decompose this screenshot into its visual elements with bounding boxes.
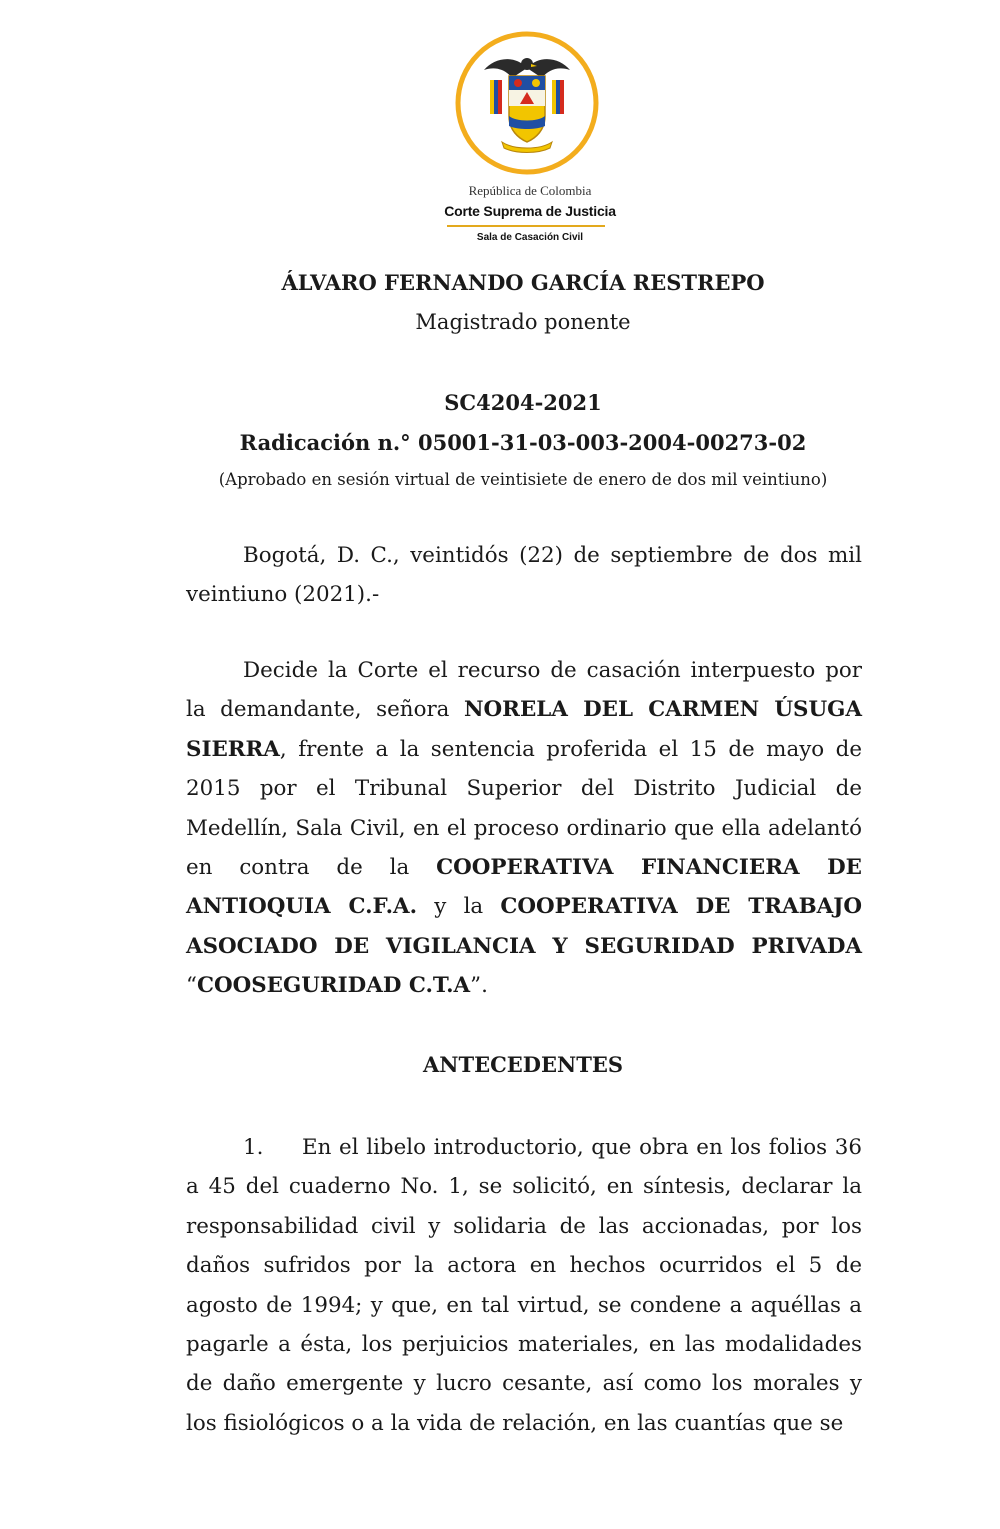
date-paragraph: Bogotá, D. C., veintidós (22) de septiembre de dos mil veintiuno (2021).- xyxy=(186,543,862,608)
item-number: 1. xyxy=(243,1135,264,1160)
defendant-2-short-name: COOSEGURIDAD C.T.A xyxy=(196,973,471,999)
magistrate-role: Magistrado ponente xyxy=(415,310,631,334)
defendant-2-name: COOPERATIVA DE TRABAJO ASOCIADO DE VIGILANCIA Y SEGURIDAD PRIVADA xyxy=(186,894,862,959)
approval-note: (Aprobado en sesión virtual de veintisiete de enero de dos mil veintiuno) xyxy=(218,470,828,489)
colombia-coat-of-arms-seal xyxy=(454,30,600,176)
decision-text-3: y la xyxy=(417,894,501,920)
antecedent-item-1 xyxy=(186,1128,862,1443)
institution-chamber: Sala de Casación Civil xyxy=(476,232,584,243)
magistrate-name: ÁLVARO FERNANDO GARCÍA RESTREPO xyxy=(281,270,765,295)
plaintiff-name: NORELA DEL CARMEN ÚSUGA SIERRA xyxy=(186,697,862,762)
item-text: En el libelo introductorio, que obra en los folios 36 a 45 del cuaderno No. 1, se solicitó, en síntesis, declarar la responsabilidad civil y solidaria de las accionadas, por los daños sufridos por la actora en hechos ocurridos el 5 de agosto de 1994; y que, en tal virtud, se condene a aquéllas a pagarle a ésta, los perjuicios materiales, en las modalidades de daño emergente y lucro cesante, así como los morales y los fisiológicos o a la vida de relación, en las cuantías que se xyxy=(186,1135,862,1436)
decision-text-4: “ xyxy=(186,973,197,999)
decision-text-5: ”. xyxy=(470,973,488,999)
decision-text-1: Decide la Corte el recurso de casación interpuesto por la demandante, señora xyxy=(186,658,862,723)
institution-country: República de Colombia xyxy=(468,183,592,198)
radicacion-number: Radicación n.° 05001-31-03-003-2004-00273-02 xyxy=(239,430,807,455)
section-heading: ANTECEDENTES xyxy=(422,1052,624,1077)
defendant-1-name: COOPERATIVA FINANCIERA DE ANTIOQUIA C.F.A. xyxy=(186,855,862,920)
decision-paragraph xyxy=(186,651,862,1006)
decision-text-2: , frente a la sentencia proferida el 15 de mayo de 2015 por el Tribunal Superior del Distrito Judicial de Medellín, Sala Civil, en el proceso ordinario que ella adelantó en contra de la xyxy=(186,736,862,881)
case-number: SC4204-2021 xyxy=(444,390,602,415)
institution-divider xyxy=(447,225,605,227)
institution-court: Corte Suprema de Justicia xyxy=(444,203,616,219)
